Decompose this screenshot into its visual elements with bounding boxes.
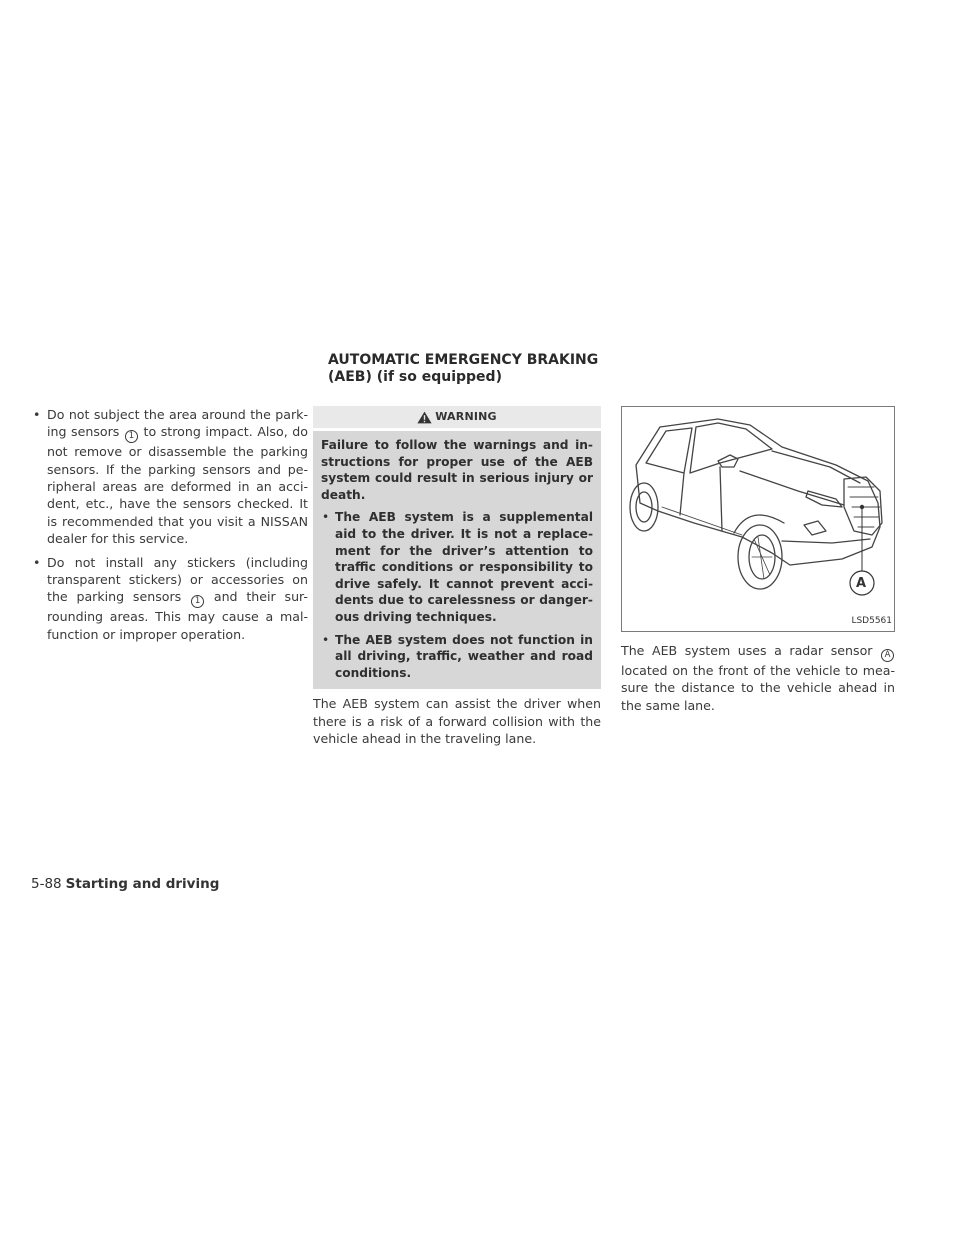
vehicle-illustration (622, 407, 894, 631)
warning-item: • The AEB system does not function in all driving, traffic, weather and road conditions. (321, 632, 593, 682)
warning-body (313, 431, 601, 689)
figure-callout-label: A (856, 576, 867, 591)
sensor-marker-icon: 1 (125, 430, 138, 443)
middle-column (313, 406, 601, 748)
bullet-text-after: and their sur- rounding areas. This may cause a mal- function or improper operation. (47, 589, 308, 642)
page-number: 5-88 (31, 876, 62, 892)
bullet-text-before: Do not install any stickers (including transparent stickers) or accessories on the parking sensors (47, 554, 308, 605)
aeb-description: The AEB system can assist the driver when there is a risk of a forward collision with the vehicle ahead in the traveling lane. (313, 696, 601, 747)
bullet-text-before: Do not subject the area around the park- ing sensors (47, 407, 308, 440)
radar-text-before: The AEB system uses a radar sensor (621, 643, 873, 658)
page-footer (31, 876, 219, 892)
radar-marker-icon: A (881, 649, 894, 662)
right-column (621, 406, 895, 714)
vehicle-figure (621, 406, 895, 632)
left-column (31, 406, 308, 649)
warning-list (321, 509, 593, 681)
warning-label: WARNING (435, 410, 497, 424)
list-item (31, 554, 308, 643)
warning-intro: Failure to follow the warnings and in- structions for proper use of the AEB system could result in serious injury or death. (321, 438, 593, 502)
section-title-line-1: AUTOMATIC EMERGENCY BRAKING (328, 352, 599, 368)
section-title-line-2: (AEB) (if so equipped) (328, 369, 502, 385)
section-title (328, 352, 628, 386)
radar-text-after: located on the front of the vehicle to mea- sure the distance to the vehicle ahead in the same lane. (621, 662, 895, 713)
figure-code: LSD5561 (851, 615, 892, 626)
list-item (31, 406, 308, 548)
bullet-text-after: to strong impact. Also, do not remove or disassemble the parking sensors. If the parking sensors and pe- ripheral areas are deformed in an acci- dent, etc., have the sensors checked. It is recommended that you visit a NISSAN dealer for this service. (47, 424, 308, 547)
radar-sensor-description (621, 642, 895, 714)
sensor-precautions-list (31, 406, 308, 643)
warning-item: • The AEB system is a supplemental aid to the driver. It is not a replace- ment for the driver’s attention to traffic conditions or responsibility to drive safely. It cannot prevent acci- dents due to carelessness or danger- ous driving techniques. (321, 509, 593, 625)
sensor-marker-icon: 1 (191, 595, 204, 608)
warning-triangle-icon (417, 411, 432, 424)
warning-header (313, 406, 601, 428)
chapter-title: Starting and driving (65, 876, 220, 892)
